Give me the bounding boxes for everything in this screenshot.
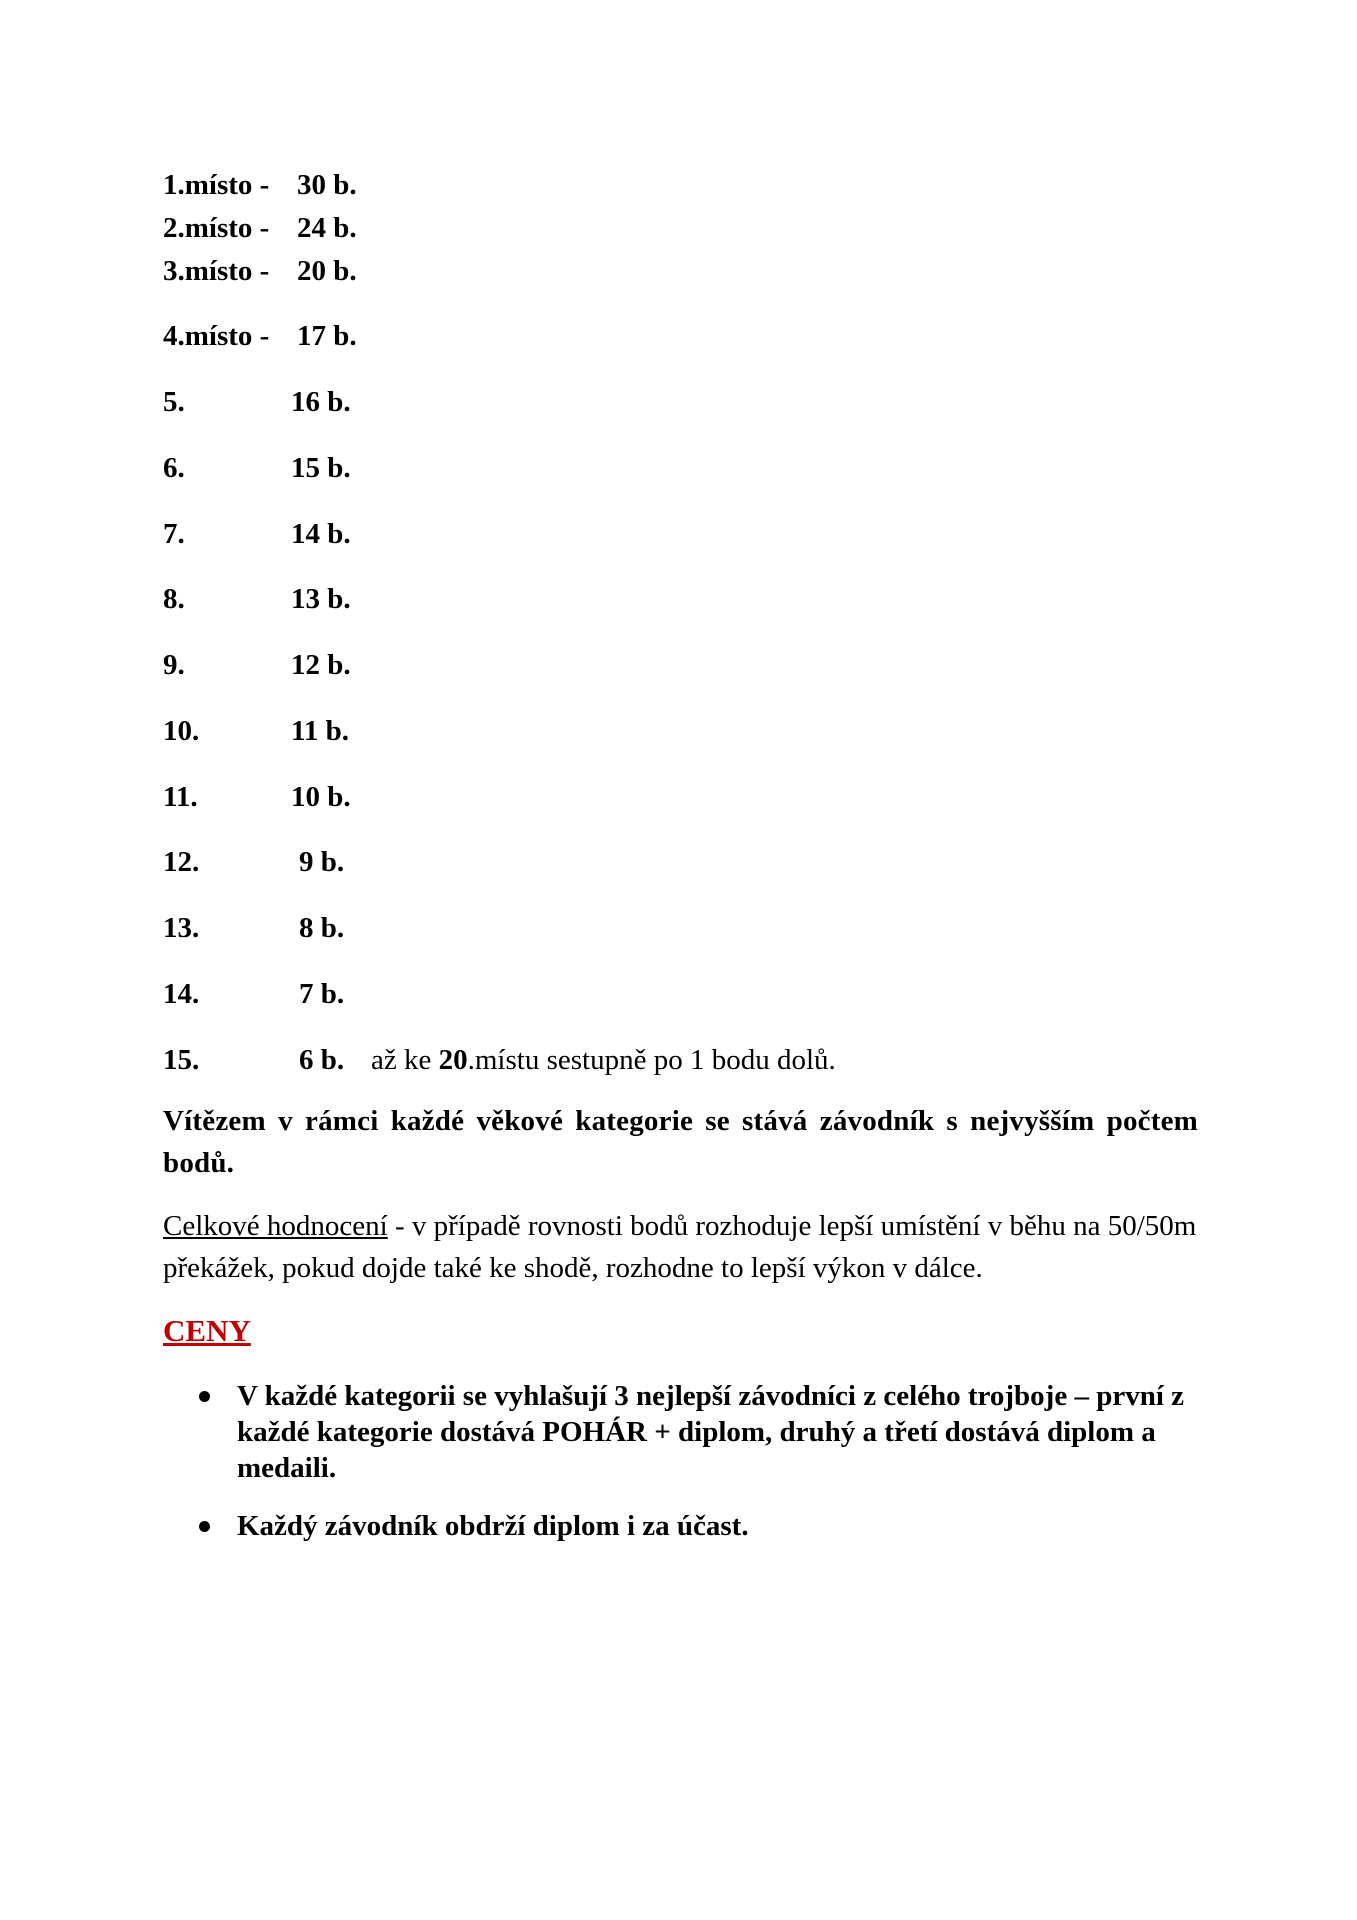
scoring-points: 9 b. [299,846,345,878]
prize-item [163,1378,1203,1486]
prize-text: V každé kategorii se vyhlašují 3 nejlepší závodníci z celého trojboje – první z každé kategorie dostává POHÁR + diplom, druhý a třetí dostává diplom a medaili. [237,1380,1185,1484]
scoring-points: 8 b. [299,912,345,944]
scoring-place: 12. [163,846,200,878]
scoring-points: 13 b. [291,583,351,615]
scoring-place: 3.místo - [163,255,270,287]
bullet-icon [199,1391,210,1402]
scoring-points: 24 b. [297,212,357,244]
scoring-points: 6 b. [299,1044,345,1076]
scoring-points: 14 b. [291,518,351,550]
scoring-place: 7. [163,518,185,550]
scoring-place: 2.místo - [163,212,270,244]
scoring-points: 20 b. [297,255,357,287]
scoring-note-after: .místu sestupně po 1 bodu dolů. [467,1044,836,1076]
scoring-note-bold: 20 [438,1044,468,1076]
scoring-place: 13. [163,912,200,944]
scoring-points: 11 b. [291,715,350,747]
overall-text: - v případě rovnosti bodů rozhoduje lepší umístění v běhu na 50/50m překážek, pokud dojde také ke shodě, rozhodne to lepší výkon v dálce. [163,1210,1197,1284]
scoring-place: 8. [163,583,185,615]
overall-evaluation [163,1205,1203,1289]
prize-text: Každý závodník obdrží diplom i za účast. [237,1510,749,1542]
scoring-place: 5. [163,386,185,418]
scoring-points: 15 b. [291,452,351,484]
scoring-points: 17 b. [297,320,357,352]
scoring-place: 10. [163,715,200,747]
scoring-points: 30 b. [297,169,357,201]
scoring-points: 16 b. [291,386,351,418]
prizes-list [163,1378,1203,1566]
overall-label: Celkové hodnocení [163,1210,388,1242]
scoring-place: 14. [163,978,200,1010]
bullet-icon [199,1521,210,1532]
prizes-heading: CENY [163,1313,251,1348]
scoring-place: 1.místo - [163,169,270,201]
scoring-note [371,1040,836,1080]
winner-rule: Vítězem v rámci každé věkové kategorie se stává závodník s nejvyšším počtem bodů. [163,1105,1198,1179]
scoring-note-before: až ke [371,1044,439,1076]
scoring-place: 6. [163,452,185,484]
scoring-points: 10 b. [291,781,351,813]
scoring-place: 9. [163,649,185,681]
scoring-place: 15. [163,1044,200,1076]
scoring-place: 4.místo - [163,320,270,352]
prize-item [163,1508,1203,1544]
scoring-points: 7 b. [299,978,345,1010]
scoring-points: 12 b. [291,649,351,681]
scoring-place: 11. [163,781,198,813]
